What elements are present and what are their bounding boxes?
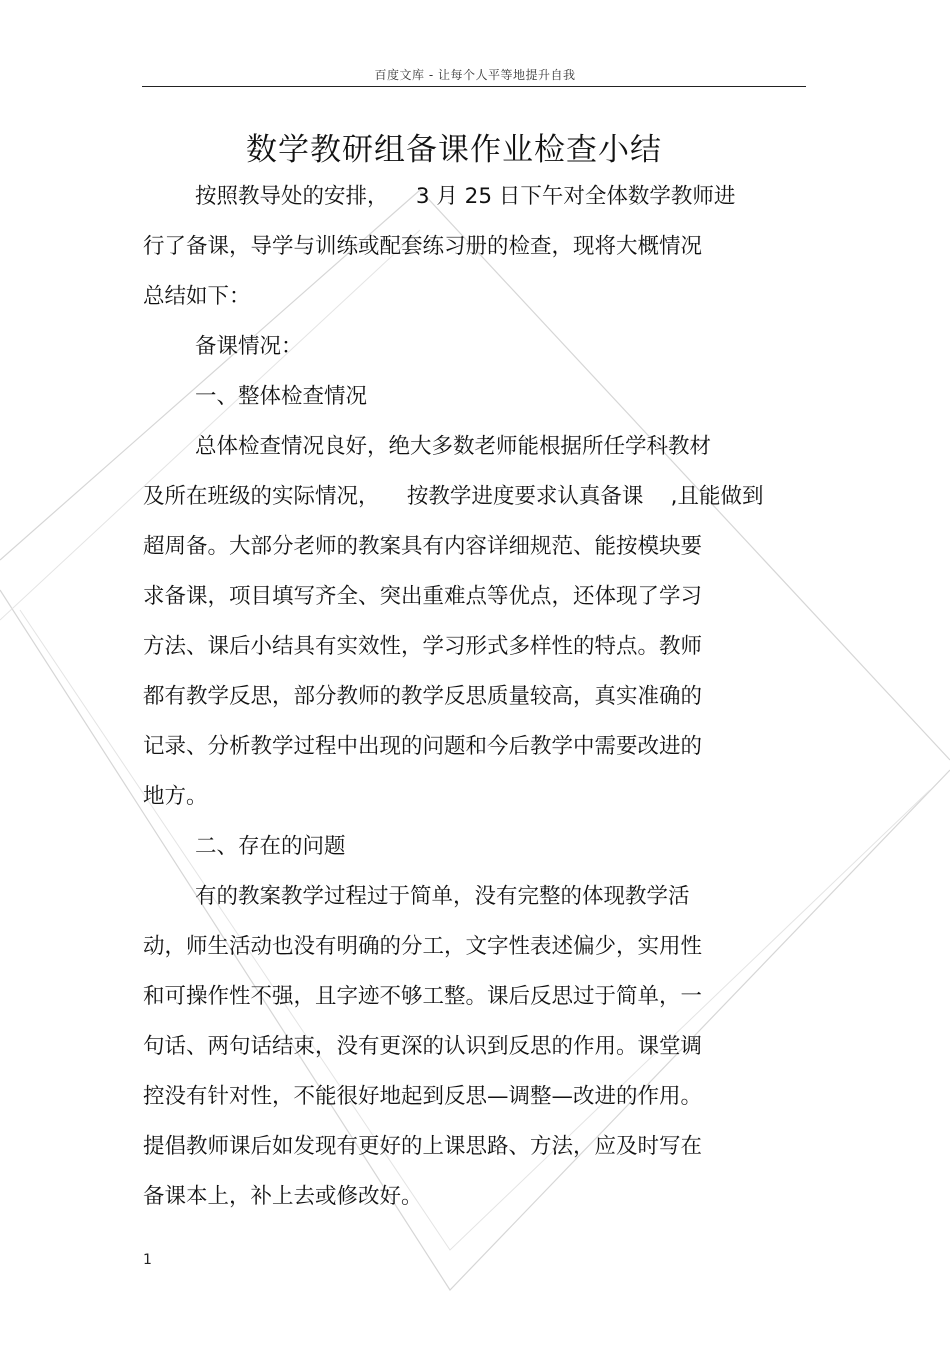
body-line: 备课本上，补上去或修改好。 xyxy=(143,1184,423,1209)
body-line: 记录、分析教学过程中出现的问题和今后教学中需要改进的 xyxy=(143,734,703,759)
document-title: 数学教研组备课作业检查小结 xyxy=(246,132,662,168)
body-line: 提倡教师课后如发现有更好的上课思路、方法，应及时写在 xyxy=(143,1134,703,1159)
body-line: 地方。 xyxy=(143,784,208,809)
body-line: 求备课，项目填写齐全、突出重难点等优点，还体现了学习 xyxy=(143,584,703,609)
page-header: 百度文库 - 让每个人平等地提升自我 xyxy=(374,68,576,82)
body-line: 总体检查情况良好，绝大多数老师能根据所任学科教材 xyxy=(195,434,712,459)
body-line: 及所在班级的实际情况， 按教学进度要求认真备课 ,且能做到 xyxy=(143,484,764,509)
body-line: 方法、课后小结具有实效性，学习形式多样性的特点。教师 xyxy=(143,634,703,659)
body-line: 行了备课，导学与训练或配套练习册的检查，现将大概情况 xyxy=(143,234,703,259)
body-line: 句话、两句话结束，没有更深的认识到反思的作用。课堂调 xyxy=(143,1034,703,1059)
body-line: 超周备。大部分老师的教案具有内容详细规范、能按模块要 xyxy=(143,534,703,559)
section-heading: 一、整体检查情况 xyxy=(195,384,368,409)
section-heading: 备课情况： xyxy=(195,334,303,359)
body-line: 都有教学反思，部分教师的教学反思质量较高，真实准确的 xyxy=(143,684,703,709)
page-number: 1 xyxy=(143,1252,152,1268)
header-divider xyxy=(142,86,806,87)
body-line: 有的教案教学过程过于简单，没有完整的体现教学活 xyxy=(195,884,690,909)
section-heading: 二、存在的问题 xyxy=(195,834,346,859)
body-line: 总结如下： xyxy=(143,284,251,309)
body-line: 控没有针对性，不能很好地起到反思—调整—改进的作用。 xyxy=(143,1084,703,1109)
body-line: 动，师生活动也没有明确的分工，文字性表述偏少，实用性 xyxy=(143,934,703,959)
body-line: 和可操作性不强，且字迹不够工整。课后反思过于简单，一 xyxy=(143,984,703,1009)
body-line: 按照教导处的安排， 3 月 25 日下午对全体数学教师进 xyxy=(195,184,736,209)
